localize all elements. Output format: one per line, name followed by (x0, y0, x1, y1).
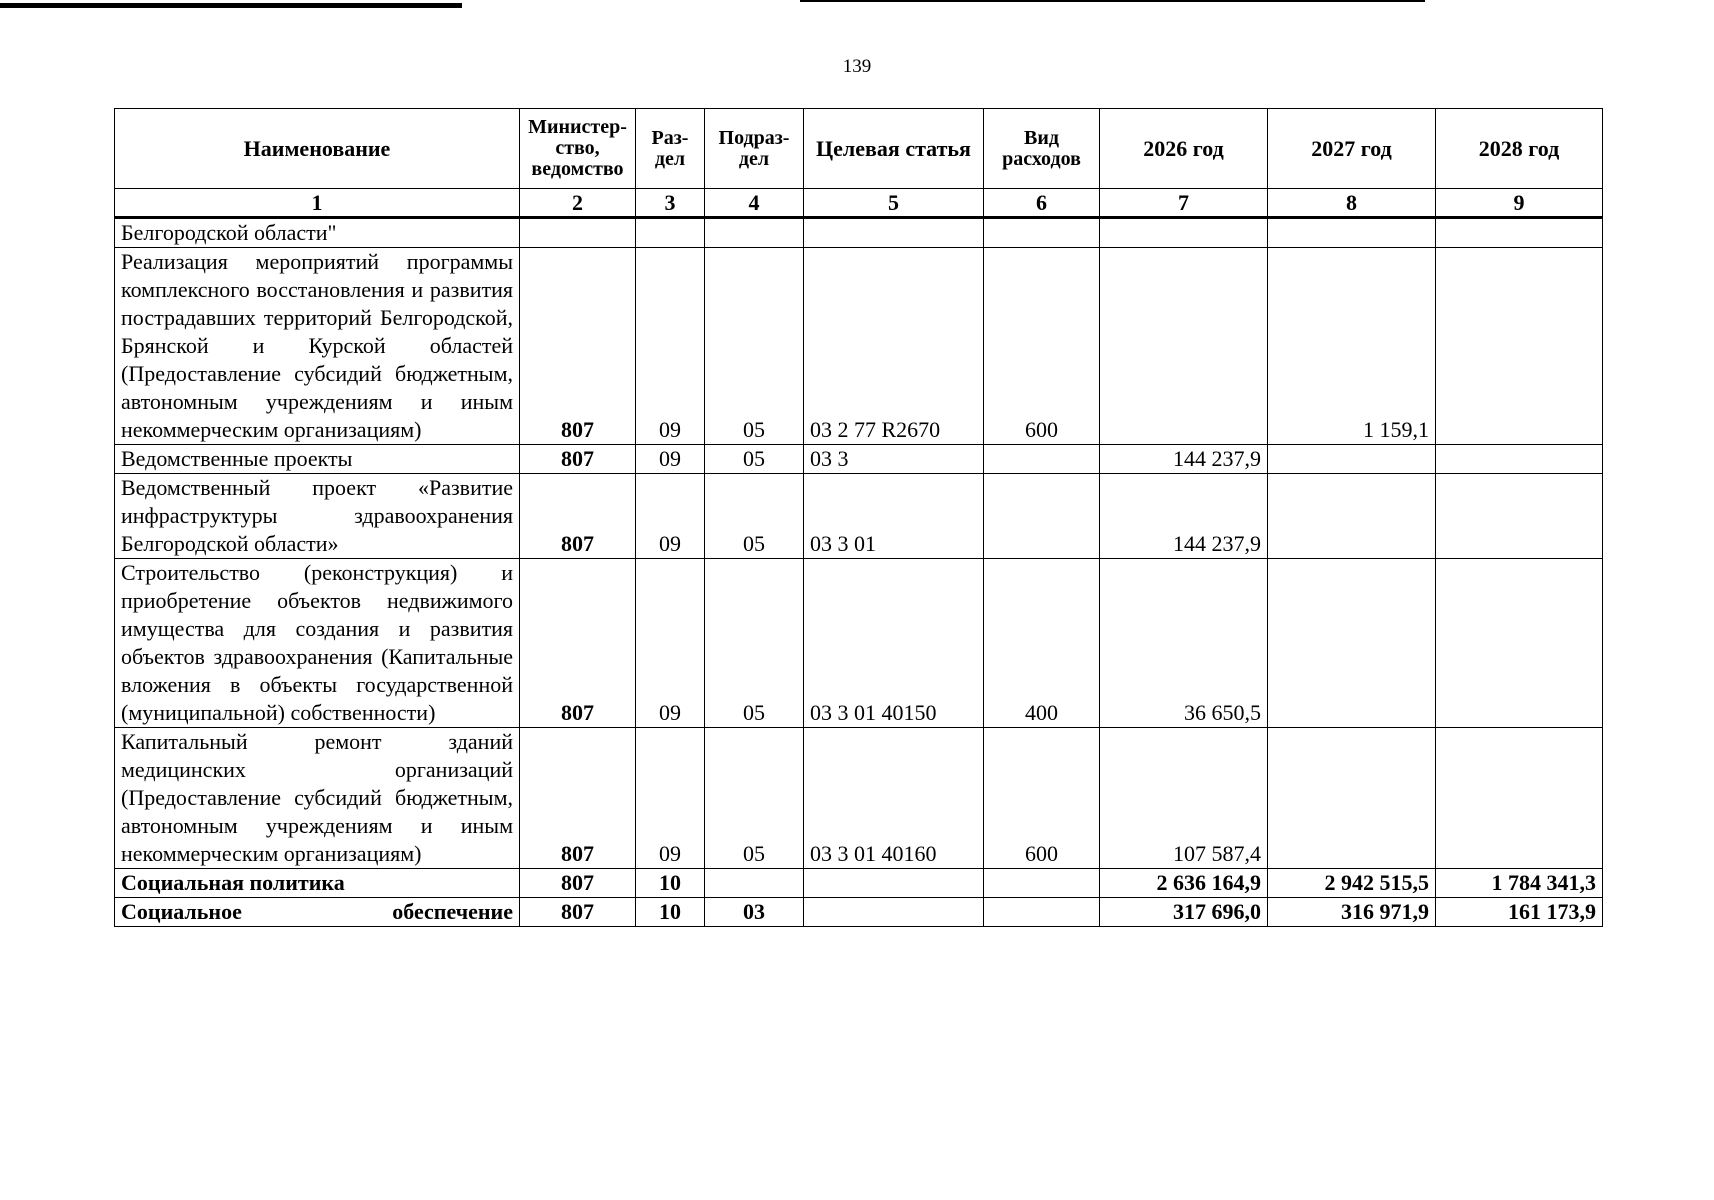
cell-2028 (1436, 218, 1603, 248)
cell-section: 10 (636, 898, 705, 927)
header-2028: 2028 год (1436, 109, 1603, 189)
cell-2026: 36 650,5 (1100, 559, 1268, 728)
scan-edge-line-left (0, 3, 462, 8)
cell-subsection (705, 218, 804, 248)
column-number: 4 (705, 189, 804, 218)
cell-name: Ведомственный проект «Развитие инфраструктуры здравоохранения Белгородской области» (115, 474, 520, 559)
table-row (115, 559, 1603, 728)
cell-ministry (520, 218, 636, 248)
cell-2026: 144 237,9 (1100, 474, 1268, 559)
cell-subsection: 05 (705, 248, 804, 445)
column-number-row (115, 189, 1603, 218)
header-2027: 2027 год (1268, 109, 1436, 189)
cell-2027: 2 942 515,5 (1268, 869, 1436, 898)
table-row (115, 898, 1603, 927)
cell-target: 03 3 01 40160 (804, 728, 984, 869)
table-row (115, 218, 1603, 248)
cell-2026 (1100, 218, 1268, 248)
cell-section (636, 218, 705, 248)
cell-target (804, 869, 984, 898)
column-number: 6 (984, 189, 1100, 218)
cell-ministry: 807 (520, 474, 636, 559)
column-number: 8 (1268, 189, 1436, 218)
table-row (115, 474, 1603, 559)
cell-type (984, 445, 1100, 474)
cell-2027 (1268, 218, 1436, 248)
cell-ministry: 807 (520, 728, 636, 869)
column-number: 5 (804, 189, 984, 218)
cell-section: 09 (636, 474, 705, 559)
cell-target (804, 898, 984, 927)
table-row (115, 445, 1603, 474)
cell-target: 03 3 01 40150 (804, 559, 984, 728)
cell-type: 600 (984, 728, 1100, 869)
header-section: Раз-дел (636, 109, 705, 189)
cell-2026 (1100, 248, 1268, 445)
cell-2027 (1268, 728, 1436, 869)
cell-subsection: 05 (705, 559, 804, 728)
table-row (115, 869, 1603, 898)
cell-section: 09 (636, 728, 705, 869)
budget-table (114, 108, 1603, 927)
cell-type (984, 869, 1100, 898)
cell-type: 400 (984, 559, 1100, 728)
cell-2028 (1436, 728, 1603, 869)
cell-name: Реализация мероприятий программы комплексного восстановления и развития пострадавших территорий Белгородской, Брянской и Курской областей (Предоставление субсидий бюджетным, автономным учреждениям и иным некоммерческим организациям) (115, 248, 520, 445)
header-ministry: Министер-ство, ведомство (520, 109, 636, 189)
header-row (115, 109, 1603, 189)
cell-name: Капитальный ремонт зданий медицинских организаций (Предоставление субсидий бюджетным, автономным учреждениям и иным некоммерческим организациям) (115, 728, 520, 869)
header-target: Целевая статья (804, 109, 984, 189)
cell-section: 09 (636, 559, 705, 728)
cell-2026: 107 587,4 (1100, 728, 1268, 869)
cell-subsection: 05 (705, 445, 804, 474)
cell-ministry: 807 (520, 869, 636, 898)
cell-ministry: 807 (520, 248, 636, 445)
cell-section: 10 (636, 869, 705, 898)
cell-name: Социальное обеспечение (115, 898, 520, 927)
cell-section: 09 (636, 445, 705, 474)
header-name: Наименование (115, 109, 520, 189)
cell-section: 09 (636, 248, 705, 445)
cell-type (984, 218, 1100, 248)
cell-2028 (1436, 474, 1603, 559)
header-2026: 2026 год (1100, 109, 1268, 189)
cell-ministry: 807 (520, 445, 636, 474)
column-number: 7 (1100, 189, 1268, 218)
cell-target (804, 218, 984, 248)
cell-target: 03 3 (804, 445, 984, 474)
table-row (115, 248, 1603, 445)
cell-target: 03 3 01 (804, 474, 984, 559)
cell-2028 (1436, 559, 1603, 728)
cell-2027 (1268, 445, 1436, 474)
cell-2027: 316 971,9 (1268, 898, 1436, 927)
cell-2028: 1 784 341,3 (1436, 869, 1603, 898)
cell-target: 03 2 77 R2670 (804, 248, 984, 445)
cell-subsection: 05 (705, 728, 804, 869)
scan-edge-line-right (800, 0, 1425, 2)
cell-2027 (1268, 474, 1436, 559)
column-number: 3 (636, 189, 705, 218)
cell-2028 (1436, 248, 1603, 445)
cell-name: Ведомственные проекты (115, 445, 520, 474)
cell-2026: 2 636 164,9 (1100, 869, 1268, 898)
cell-subsection: 05 (705, 474, 804, 559)
cell-ministry: 807 (520, 559, 636, 728)
column-number: 2 (520, 189, 636, 218)
page-number: 139 (842, 56, 872, 77)
cell-name: Белгородской области" (115, 218, 520, 248)
column-number: 9 (1436, 189, 1603, 218)
header-type: Вид расходов (984, 109, 1100, 189)
cell-name: Строительство (реконструкция) и приобретение объектов недвижимого имущества для создания и развития объектов здравоохранения (Капитальные вложения в объекты государственной (муниципальной) собственности) (115, 559, 520, 728)
cell-ministry: 807 (520, 898, 636, 927)
cell-2027 (1268, 559, 1436, 728)
cell-2026: 144 237,9 (1100, 445, 1268, 474)
cell-name: Социальная политика (115, 869, 520, 898)
cell-subsection (705, 869, 804, 898)
cell-2026: 317 696,0 (1100, 898, 1268, 927)
table-row (115, 728, 1603, 869)
header-subsection: Подраз-дел (705, 109, 804, 189)
cell-2028: 161 173,9 (1436, 898, 1603, 927)
cell-type (984, 898, 1100, 927)
cell-type: 600 (984, 248, 1100, 445)
cell-type (984, 474, 1100, 559)
cell-subsection: 03 (705, 898, 804, 927)
column-number: 1 (115, 189, 520, 218)
cell-2027: 1 159,1 (1268, 248, 1436, 445)
cell-2028 (1436, 445, 1603, 474)
